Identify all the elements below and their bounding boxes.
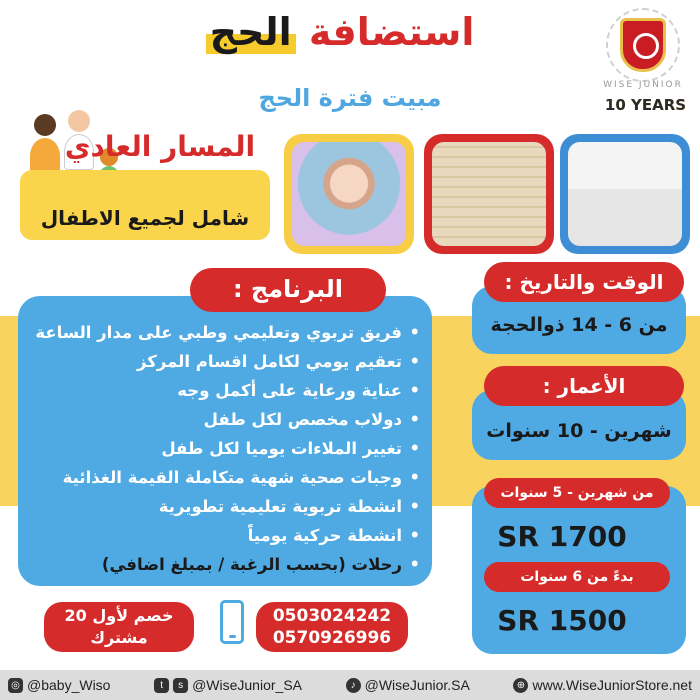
program-heading: البرنامج : bbox=[190, 268, 386, 312]
program-item: • انشطة تربوية تعليمية تطويرية bbox=[28, 492, 420, 521]
program-item: • دولاب مخصص لكل طفل bbox=[28, 405, 420, 434]
phone-2[interactable]: 0570926996 bbox=[272, 628, 392, 648]
program-item: • انشطة حركية يومياً bbox=[28, 521, 420, 550]
program-item: • وجبات صحية شهية متكاملة القيمة الغذائية bbox=[28, 463, 420, 492]
track-title: المسار العادي bbox=[64, 130, 256, 163]
program-item: • رحلات (بحسب الرغبة / بمبلغ اضافي) bbox=[28, 550, 420, 579]
instagram-icon: ◎ bbox=[8, 678, 23, 693]
page-subtitle: مبيت فترة الحج bbox=[258, 84, 442, 112]
program-item: • فريق تربوي وتعليمي وطبي على مدار الساعة bbox=[28, 318, 420, 347]
footer-instagram[interactable]: ◎ @baby_Wiso bbox=[8, 677, 110, 693]
program-item: • تعقيم يومي لكامل اقسام المركز bbox=[28, 347, 420, 376]
phone-1[interactable]: 0503024242 bbox=[272, 606, 392, 626]
tiktok-icon: ♪ bbox=[346, 678, 361, 693]
child-photo-2 bbox=[424, 134, 554, 254]
program-item: • تغيير الملاءات يوميا لكل طفل bbox=[28, 434, 420, 463]
phone-icon bbox=[220, 600, 244, 644]
track-subtitle: شامل لجميع الاطفال bbox=[40, 206, 250, 230]
child-photo-1 bbox=[284, 134, 414, 254]
phone-numbers[interactable] bbox=[256, 602, 408, 652]
title-part-1: استضافة bbox=[308, 10, 475, 54]
price-2-label: بدءً من 6 سنوات bbox=[484, 562, 670, 592]
title-part-2: الحج bbox=[206, 10, 296, 54]
discount-badge: خصم لأول 20 مشترك bbox=[44, 602, 194, 652]
footer-tiktok[interactable]: ♪ @WiseJunior.SA bbox=[346, 677, 470, 693]
child-photo-3 bbox=[560, 134, 690, 254]
price-1-value: 1700 SR bbox=[497, 520, 627, 553]
price-1-label: من شهرين - 5 سنوات bbox=[484, 478, 670, 508]
footer-website[interactable]: ⊕ www.WiseJuniorStore.net bbox=[513, 677, 692, 693]
anniversary-badge: 10 YEARS bbox=[604, 96, 687, 114]
time-value: من 6 - 14 ذوالحجة bbox=[490, 314, 668, 336]
globe-icon: ⊕ bbox=[513, 678, 528, 693]
twitter-icon: t bbox=[154, 678, 169, 693]
brand-logo bbox=[598, 8, 688, 118]
program-list bbox=[28, 318, 420, 579]
snapchat-icon: s bbox=[173, 678, 188, 693]
shield-icon bbox=[620, 18, 666, 72]
age-value: شهرين - 10 سنوات bbox=[486, 420, 672, 442]
time-heading: الوقت والتاريخ : bbox=[484, 262, 684, 302]
price-2-value: 1500 SR bbox=[497, 604, 627, 637]
footer-bar bbox=[0, 670, 700, 700]
age-heading: الأعمار : bbox=[484, 366, 684, 406]
program-item: • عناية ورعاية على أكمل وجه bbox=[28, 376, 420, 405]
brand-name: WISE JUNIOR bbox=[603, 80, 683, 90]
footer-twitter-snapchat[interactable]: t s @WiseJunior_SA bbox=[154, 677, 302, 693]
page-title bbox=[140, 10, 540, 54]
